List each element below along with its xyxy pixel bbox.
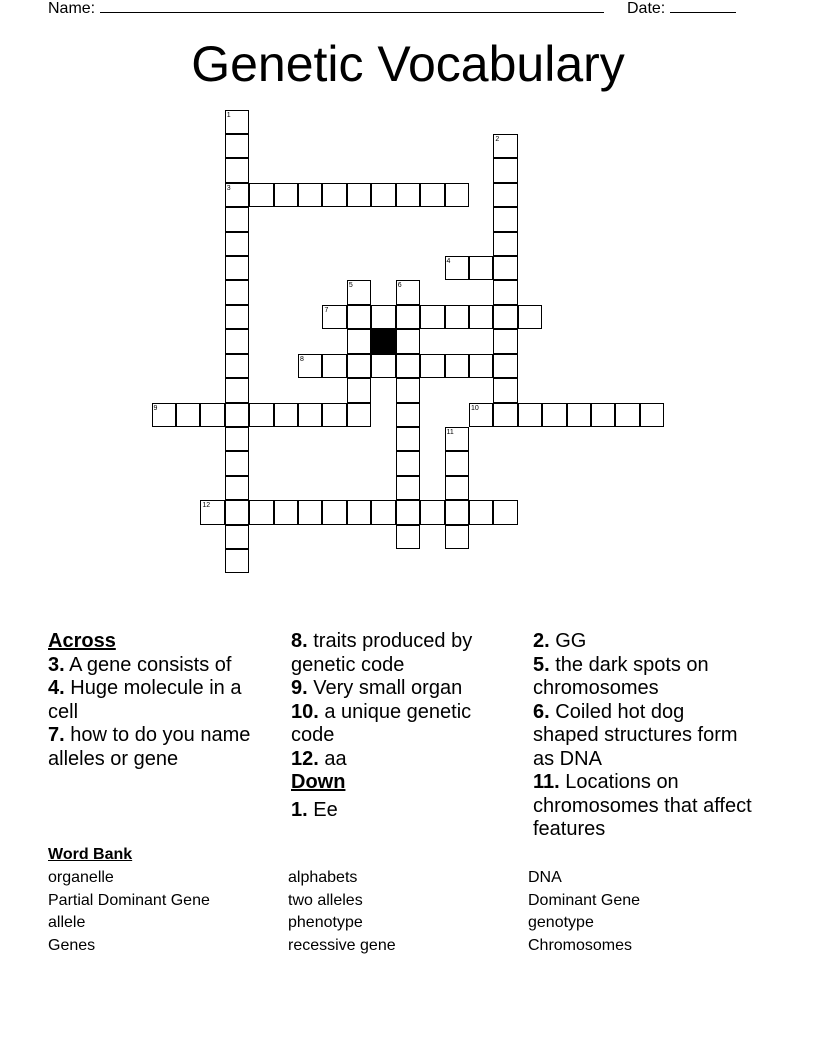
down-heading: Down: [291, 771, 346, 793]
grid-cell[interactable]: [445, 451, 469, 475]
grid-cell[interactable]: [225, 525, 249, 549]
grid-cell[interactable]: [542, 403, 566, 427]
word-bank-column-2: [288, 867, 396, 957]
grid-cell[interactable]: [493, 280, 517, 304]
grid-cell[interactable]: [371, 354, 395, 378]
word-bank-item: recessive gene: [288, 936, 396, 954]
word-bank-item: allele: [48, 914, 86, 932]
grid-cell[interactable]: [518, 305, 542, 329]
grid-cell[interactable]: [396, 305, 420, 329]
grid-cell[interactable]: [347, 354, 371, 378]
grid-cell[interactable]: [274, 403, 298, 427]
grid-cell[interactable]: [347, 500, 371, 524]
grid-cell[interactable]: [347, 329, 371, 353]
grid-cell[interactable]: [249, 403, 273, 427]
grid-cell[interactable]: [420, 305, 444, 329]
clue-number: 5: [348, 282, 353, 290]
grid-cell[interactable]: [493, 354, 517, 378]
grid-cell[interactable]: [225, 549, 249, 573]
grid-cell[interactable]: [249, 183, 273, 207]
grid-cell[interactable]: [469, 256, 493, 280]
grid-cell[interactable]: [445, 354, 469, 378]
grid-cell[interactable]: [420, 354, 444, 378]
clue-down-5: 5. the dark spots on chromosomes: [533, 653, 709, 699]
grid-cell[interactable]: [225, 158, 249, 182]
clue-number: 9: [153, 404, 158, 412]
grid-cell[interactable]: [371, 305, 395, 329]
grid-cell[interactable]: [225, 329, 249, 353]
grid-cell[interactable]: [396, 403, 420, 427]
grid-cell[interactable]: [493, 305, 517, 329]
clue-down-6: 6. Coiled hot dog shaped structures form as DNA: [533, 700, 738, 770]
grid-cell[interactable]: [396, 378, 420, 402]
clue-number: 10: [470, 404, 479, 412]
word-bank-item: organelle: [48, 869, 114, 886]
grid-cell[interactable]: [396, 451, 420, 475]
grid-cell[interactable]: [445, 476, 469, 500]
clue-across-8: 8. traits produced by genetic code: [291, 630, 473, 676]
grid-cell[interactable]: [322, 403, 346, 427]
grid-cell[interactable]: [322, 354, 346, 378]
grid-cell[interactable]: [200, 403, 224, 427]
grid-cell[interactable]: [396, 427, 420, 451]
date-label: Date:: [627, 0, 666, 17]
grid-cell[interactable]: [322, 183, 346, 207]
grid-cell[interactable]: [469, 500, 493, 524]
page-title: Genetic Vocabulary: [191, 36, 625, 92]
black-square: [371, 329, 395, 353]
grid-cell[interactable]: [225, 476, 249, 500]
grid-cell[interactable]: [371, 500, 395, 524]
grid-cell[interactable]: [225, 378, 249, 402]
clue-across-4: 4. Huge molecule in a cell: [48, 677, 242, 723]
word-bank-column-3: [528, 867, 640, 957]
word-bank-item: Partial Dominant Gene: [48, 891, 210, 909]
clue-down-2: 2. GG: [533, 630, 587, 652]
grid-cell[interactable]: [445, 500, 469, 524]
grid-cell[interactable]: [298, 183, 322, 207]
clue-column-1: [48, 630, 273, 771]
grid-cell[interactable]: [225, 500, 249, 524]
grid-cell[interactable]: [274, 183, 298, 207]
grid-cell[interactable]: [347, 183, 371, 207]
clue-column-3: [533, 630, 753, 842]
grid-cell[interactable]: [225, 134, 249, 158]
grid-cell[interactable]: [445, 305, 469, 329]
grid-cell[interactable]: [591, 403, 615, 427]
grid-cell[interactable]: [225, 427, 249, 451]
grid-cell[interactable]: [493, 500, 517, 524]
clue-number: 7: [324, 306, 329, 314]
grid-cell[interactable]: [371, 183, 395, 207]
grid-cell[interactable]: [225, 451, 249, 475]
grid-cell[interactable]: [493, 183, 517, 207]
grid-cell[interactable]: [493, 329, 517, 353]
grid-cell[interactable]: [225, 232, 249, 256]
grid-cell[interactable]: [420, 500, 444, 524]
grid-cell[interactable]: [420, 183, 444, 207]
clue-number: 3: [226, 184, 231, 192]
grid-cell[interactable]: [396, 500, 420, 524]
clue-number: 11: [446, 428, 454, 436]
grid-cell[interactable]: [225, 354, 249, 378]
grid-cell[interactable]: [225, 403, 249, 427]
grid-cell[interactable]: [225, 256, 249, 280]
grid-cell[interactable]: [493, 378, 517, 402]
word-bank-item: alphabets: [288, 869, 358, 886]
clue-number: 2: [495, 135, 500, 143]
word-bank-item: phenotype: [288, 914, 363, 932]
grid-cell[interactable]: [298, 403, 322, 427]
clue-across-10: 10. a unique genetic code: [291, 700, 472, 746]
grid-cell[interactable]: [493, 403, 517, 427]
word-bank-item: Dominant Gene: [528, 891, 641, 909]
grid-cell[interactable]: [518, 403, 542, 427]
grid-cell[interactable]: [225, 305, 249, 329]
clue-number: 6: [397, 282, 402, 290]
word-bank-column-1: [48, 867, 210, 957]
grid-cell[interactable]: [493, 207, 517, 231]
clue-down-1: 1. Ee: [291, 798, 338, 821]
grid-cell[interactable]: [469, 354, 493, 378]
clue-number: 4: [446, 258, 451, 266]
clue-column-2: [291, 630, 516, 822]
clue-down-11: 11. Locations on chromosomes that affect features: [533, 771, 752, 840]
grid-cell[interactable]: [396, 183, 420, 207]
grid-cell[interactable]: [445, 183, 469, 207]
grid-cell[interactable]: [615, 403, 639, 427]
grid-cell[interactable]: [396, 476, 420, 500]
clue-number: 1: [226, 111, 231, 119]
grid-cell[interactable]: [347, 403, 371, 427]
word-bank-item: DNA: [528, 869, 562, 886]
word-bank-item: Chromosomes: [528, 936, 633, 954]
grid-cell[interactable]: [347, 305, 371, 329]
grid-cell[interactable]: [176, 403, 200, 427]
across-heading: Across: [48, 630, 116, 652]
grid-cell[interactable]: [396, 354, 420, 378]
clue-across-9: 9. Very small organ: [291, 677, 463, 699]
name-label: Name:: [48, 0, 96, 17]
clue-across-7: 7. how to do you name alleles or gene: [48, 724, 251, 770]
word-bank-title: Word Bank: [48, 846, 133, 863]
grid-cell[interactable]: [225, 207, 249, 231]
grid-cell[interactable]: [640, 403, 664, 427]
clue-across-12: 12. aa: [291, 747, 347, 770]
clue-number: 12: [202, 502, 211, 510]
grid-cell[interactable]: [396, 525, 420, 549]
grid-cell[interactable]: [322, 500, 346, 524]
clue-number: 8: [300, 355, 304, 363]
grid-cell[interactable]: [445, 525, 469, 549]
grid-cell[interactable]: [298, 500, 322, 524]
word-bank-item: genotype: [528, 914, 594, 932]
clue-across-3: 3. A gene consists of: [48, 653, 232, 676]
grid-cell[interactable]: [567, 403, 591, 427]
grid-cell[interactable]: [347, 378, 371, 402]
grid-cell[interactable]: [396, 329, 420, 353]
grid-cell[interactable]: [493, 232, 517, 256]
grid-cell[interactable]: [469, 305, 493, 329]
grid-cell[interactable]: [493, 158, 517, 182]
word-bank-item: two alleles: [288, 891, 363, 909]
grid-cell[interactable]: [274, 500, 298, 524]
grid-cell[interactable]: [249, 500, 273, 524]
grid-cell[interactable]: [225, 280, 249, 304]
word-bank-item: Genes: [48, 936, 96, 954]
grid-cell[interactable]: [493, 256, 517, 280]
